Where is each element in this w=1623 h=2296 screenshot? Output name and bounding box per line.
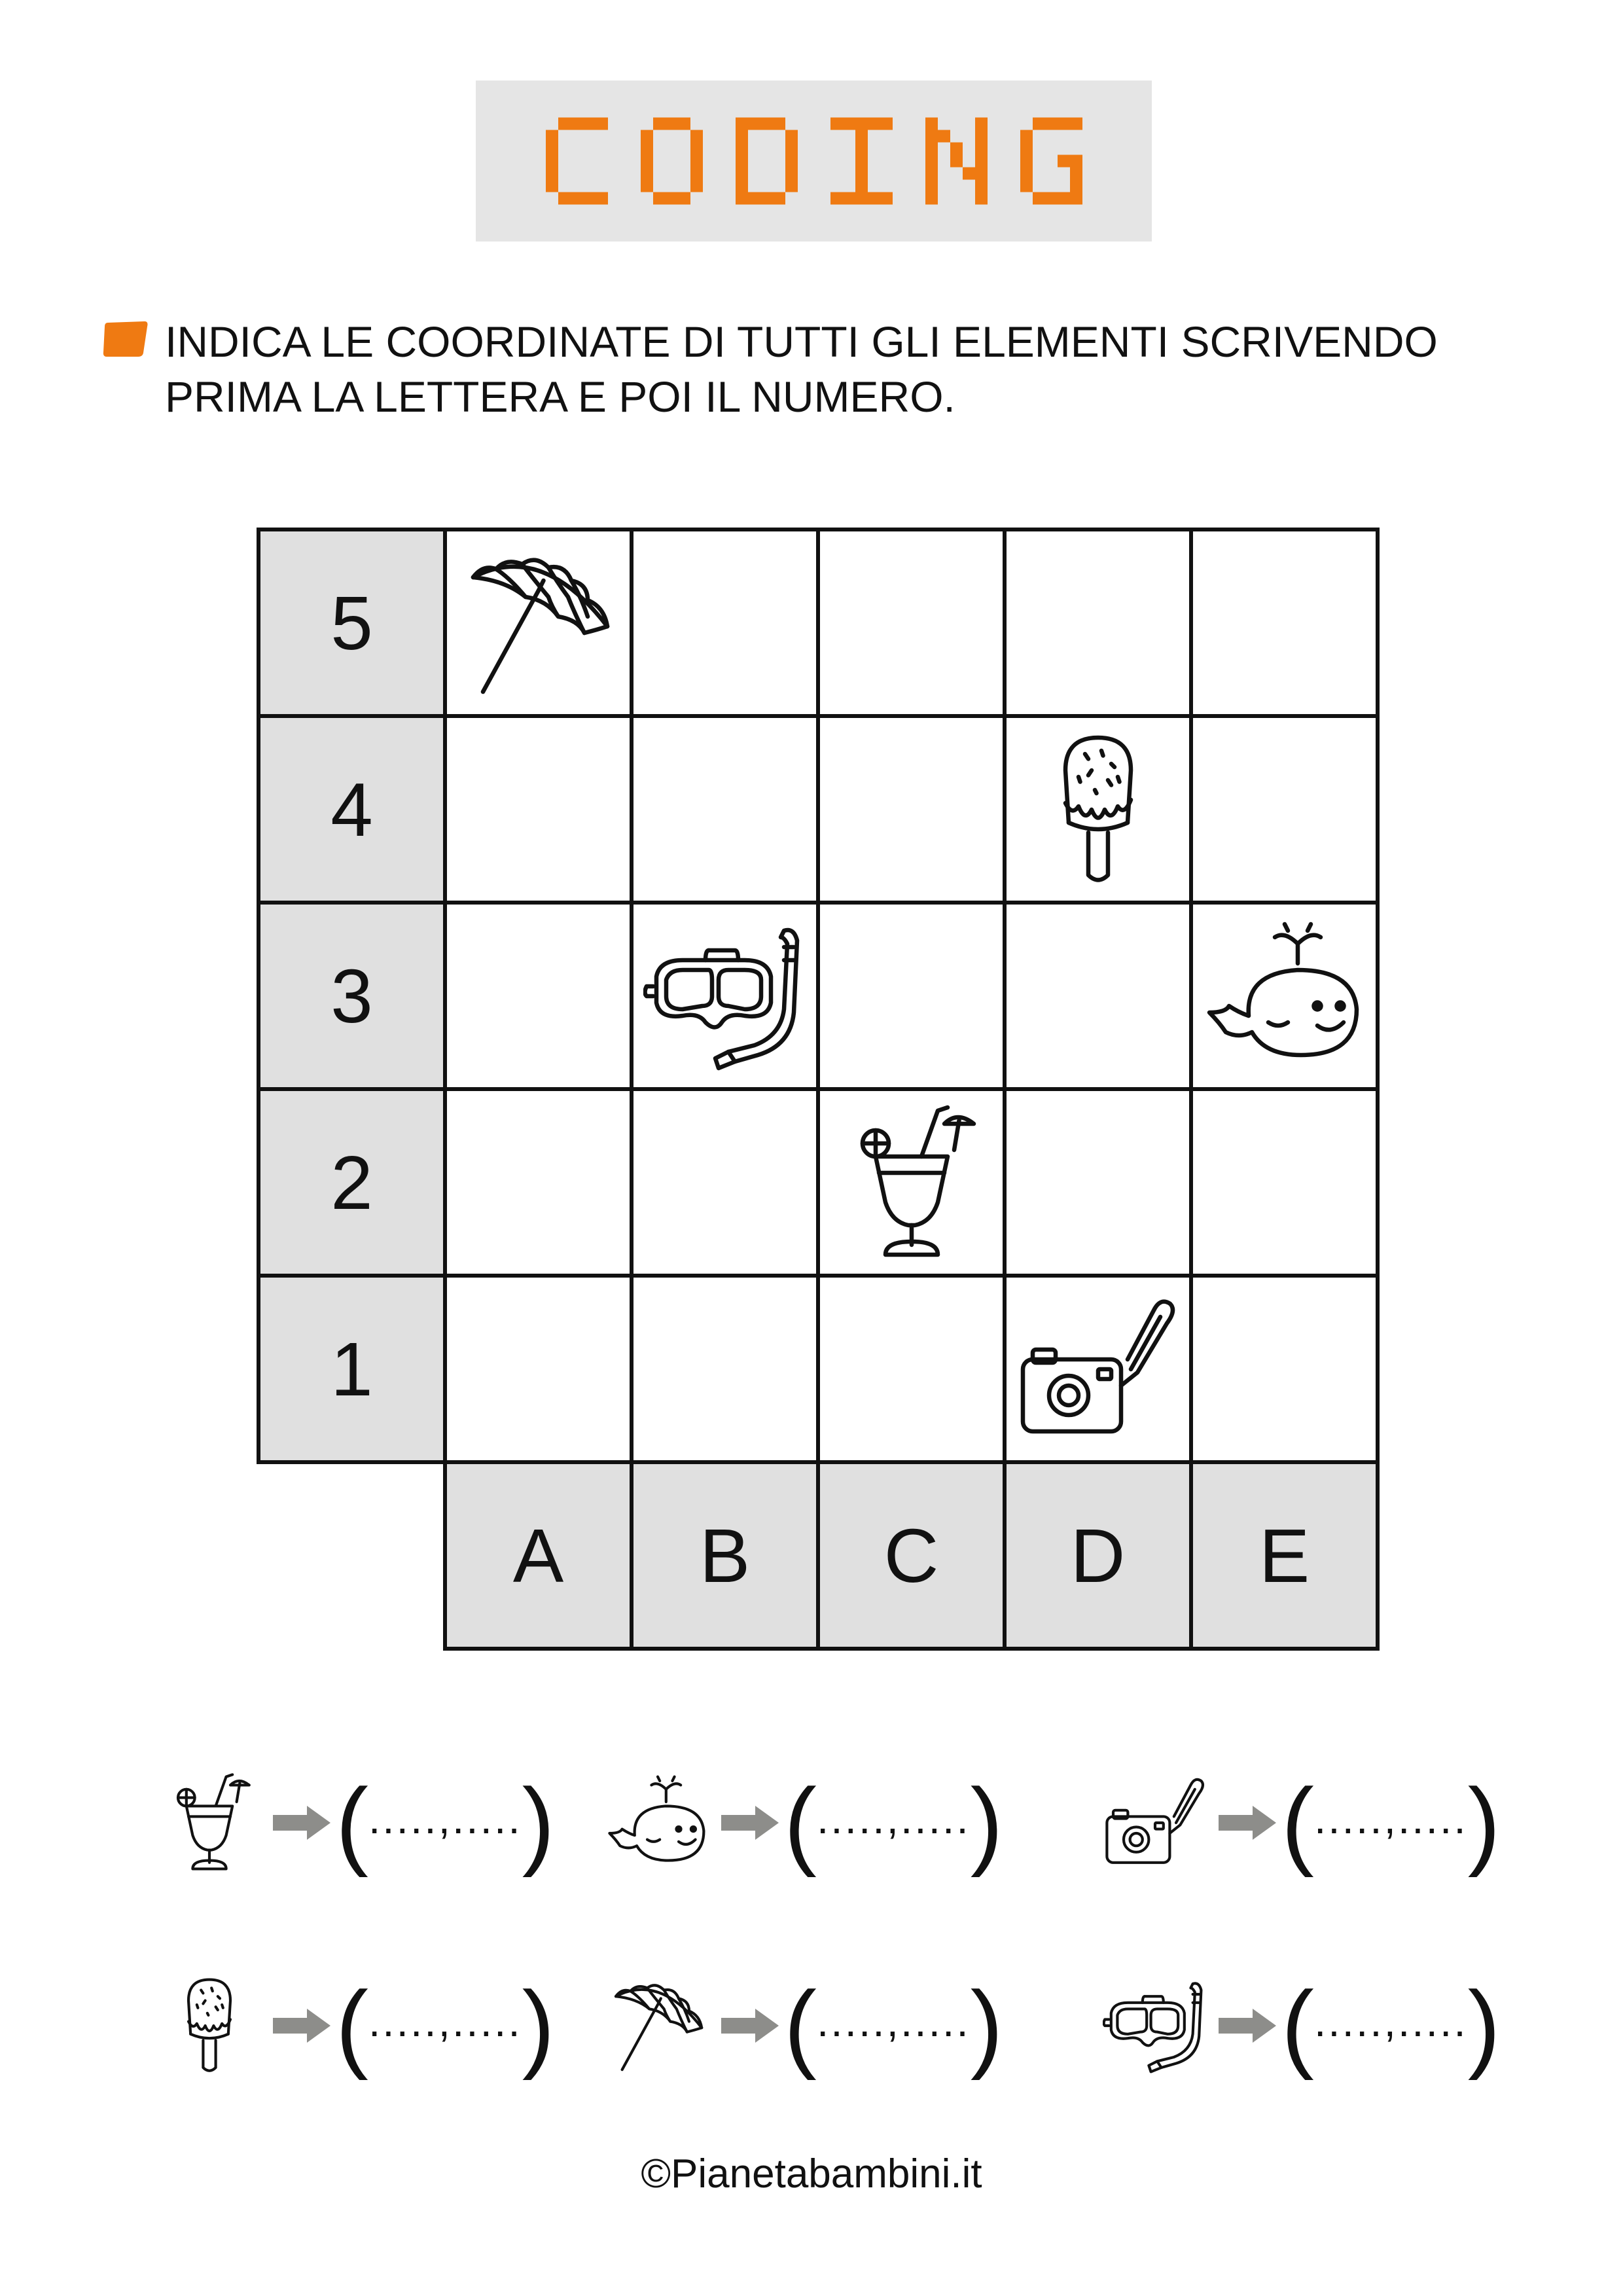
instructions-line-1: INDICA LE COORDINATE DI TUTTI GLI ELEMENTI SCRIVENDO xyxy=(165,317,1438,366)
column-header-C xyxy=(816,1460,1007,1651)
row-label: 5 xyxy=(330,580,373,666)
grid-cell-A5[interactable] xyxy=(443,528,633,718)
open-paren: ( xyxy=(1281,1768,1314,1878)
row-label: 3 xyxy=(330,953,373,1039)
arrow-right-icon xyxy=(272,2006,332,2045)
arrow-right-icon xyxy=(720,1803,780,1842)
column-label: A xyxy=(512,1513,564,1598)
close-paren: ) xyxy=(522,1768,555,1878)
answer-blank[interactable]: .....,..... xyxy=(816,1794,971,1842)
grid-cell-C4[interactable] xyxy=(816,714,1007,905)
coordinate-grid xyxy=(257,528,1377,1648)
open-paren: ( xyxy=(1281,1971,1314,2081)
column-label: D xyxy=(1070,1513,1126,1598)
answer-blank[interactable]: .....,..... xyxy=(368,1794,522,1842)
grid-cell-A4[interactable] xyxy=(443,714,633,905)
grid-cell-B1[interactable] xyxy=(630,1274,820,1464)
whale-icon xyxy=(605,1770,710,1875)
arrow-right-icon xyxy=(1217,1803,1277,1842)
grid-cell-B2[interactable] xyxy=(630,1087,820,1278)
answer-icon-box xyxy=(1099,1970,1211,2081)
close-paren: ) xyxy=(1467,1768,1501,1878)
ice-cream-icon xyxy=(1016,728,1180,891)
answer-icon-box xyxy=(154,1767,265,1878)
answer-item xyxy=(154,1767,555,1878)
ice-cream-icon xyxy=(157,1973,262,2078)
column-label: C xyxy=(883,1513,939,1598)
row-header-5 xyxy=(257,528,447,718)
camera-icon xyxy=(1016,1287,1180,1451)
camera-icon xyxy=(1103,1770,1207,1875)
grid-cell-C3[interactable] xyxy=(816,901,1007,1091)
snorkel-mask-icon xyxy=(1103,1973,1207,2078)
row-header-1 xyxy=(257,1274,447,1464)
cocktail-icon xyxy=(830,1101,993,1265)
footer-credit: ©Pianetabambini.it xyxy=(641,2151,982,2197)
answer-item xyxy=(1099,1970,1501,2081)
close-paren: ) xyxy=(522,1971,555,2081)
grid-cell-B4[interactable] xyxy=(630,714,820,905)
row-label: 4 xyxy=(330,766,373,852)
grid-cell-E2[interactable] xyxy=(1189,1087,1380,1278)
column-label: E xyxy=(1258,1513,1310,1598)
grid-cell-C1[interactable] xyxy=(816,1274,1007,1464)
answer-icon-box xyxy=(154,1970,265,2081)
answer-blank[interactable]: .....,..... xyxy=(1313,1997,1468,2045)
grid-cell-B5[interactable] xyxy=(630,528,820,718)
column-header-D xyxy=(1003,1460,1193,1651)
column-header-E xyxy=(1189,1460,1380,1651)
answer-item xyxy=(602,1767,1003,1878)
column-label: B xyxy=(699,1513,751,1598)
open-paren: ( xyxy=(784,1768,817,1878)
title-letter xyxy=(641,118,703,205)
column-header-A xyxy=(443,1460,633,1651)
close-paren: ) xyxy=(970,1971,1003,2081)
cocktail-icon xyxy=(157,1770,262,1875)
column-header-B xyxy=(630,1460,820,1651)
grid-cell-D1[interactable] xyxy=(1003,1274,1193,1464)
answer-item xyxy=(1099,1767,1501,1878)
grid-cell-C2[interactable] xyxy=(816,1087,1007,1278)
answer-blank[interactable]: .....,..... xyxy=(368,1997,522,2045)
arrow-right-icon xyxy=(1217,2006,1277,2045)
answer-blank[interactable]: .....,..... xyxy=(1313,1794,1468,1842)
title-letter xyxy=(1020,118,1082,205)
grid-cell-D5[interactable] xyxy=(1003,528,1193,718)
answer-icon-box xyxy=(1099,1767,1211,1878)
arrow-right-icon xyxy=(272,1803,332,1842)
answer-icon-box xyxy=(602,1970,713,2081)
close-paren: ) xyxy=(1467,1971,1501,2081)
title-letter xyxy=(546,118,608,205)
page-title xyxy=(533,112,1096,210)
row-header-3 xyxy=(257,901,447,1091)
row-label: 1 xyxy=(330,1326,373,1412)
grid-cell-E5[interactable] xyxy=(1189,528,1380,718)
title-banner xyxy=(476,81,1152,242)
instructions-line-2: PRIMA LA LETTERA E POI IL NUMERO. xyxy=(165,372,955,421)
grid-cell-E1[interactable] xyxy=(1189,1274,1380,1464)
grid-cell-A2[interactable] xyxy=(443,1087,633,1278)
instructions xyxy=(165,314,1507,424)
grid-cell-C5[interactable] xyxy=(816,528,1007,718)
open-paren: ( xyxy=(784,1971,817,2081)
open-paren: ( xyxy=(336,1971,368,2081)
answer-icon-box xyxy=(602,1767,713,1878)
row-header-4 xyxy=(257,714,447,905)
close-paren: ) xyxy=(970,1768,1003,1878)
grid-cell-E3[interactable] xyxy=(1189,901,1380,1091)
grid-cell-D2[interactable] xyxy=(1003,1087,1193,1278)
umbrella-icon xyxy=(457,541,620,705)
whale-icon xyxy=(1203,914,1366,1078)
grid-cell-D4[interactable] xyxy=(1003,714,1193,905)
arrow-right-icon xyxy=(720,2006,780,2045)
row-header-2 xyxy=(257,1087,447,1278)
answer-item xyxy=(602,1970,1003,2081)
grid-cell-D3[interactable] xyxy=(1003,901,1193,1091)
answer-blank[interactable]: .....,..... xyxy=(816,1997,971,2045)
umbrella-icon xyxy=(605,1973,710,2078)
open-paren: ( xyxy=(336,1768,368,1878)
grid-cell-A1[interactable] xyxy=(443,1274,633,1464)
title-letter xyxy=(925,118,988,205)
title-letter xyxy=(830,118,893,205)
grid-cell-B3[interactable] xyxy=(630,901,820,1091)
grid-cell-A3[interactable] xyxy=(443,901,633,1091)
bullet-icon xyxy=(101,320,149,358)
answer-item xyxy=(154,1970,555,2081)
grid-cell-E4[interactable] xyxy=(1189,714,1380,905)
snorkel-mask-icon xyxy=(643,914,807,1078)
row-label: 2 xyxy=(330,1139,373,1225)
title-letter xyxy=(736,118,798,205)
